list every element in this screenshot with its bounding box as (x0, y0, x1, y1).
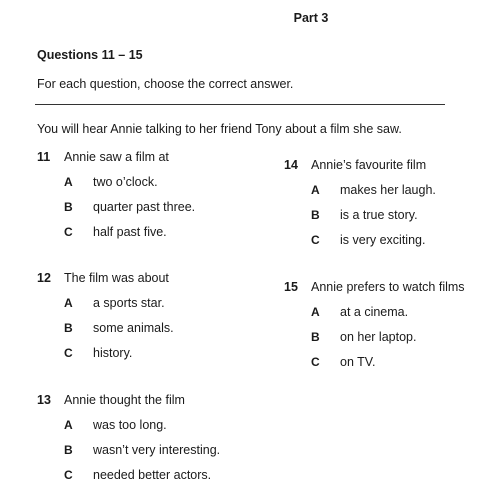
option-letter: C (311, 233, 320, 247)
intro-text: You will hear Annie talking to her friend Tony about a film she saw. (37, 122, 402, 136)
option-text: history. (93, 346, 133, 360)
option-text: is very exciting. (340, 233, 426, 247)
question-text: Annie thought the film (64, 393, 185, 407)
option-letter: A (311, 183, 320, 197)
option-letter: B (64, 443, 73, 457)
option-text: at a cinema. (340, 305, 409, 319)
option-letter: C (311, 355, 320, 369)
option-letter: A (311, 305, 320, 319)
option-text: was too long. (93, 418, 167, 432)
section-heading: Questions 11 – 15 (37, 48, 143, 62)
option-letter: C (64, 468, 73, 482)
option-letter: B (311, 330, 320, 344)
option-letter: B (311, 208, 320, 222)
question-text: Annie’s favourite film (311, 158, 427, 172)
option-text: some animals. (93, 321, 174, 335)
question-number: 11 (37, 150, 51, 164)
instruction-text: For each question, choose the correct answer. (37, 77, 294, 91)
option-text: on TV. (340, 355, 376, 369)
option-text: a sports star. (93, 296, 165, 310)
part-title: Part 3 (293, 11, 329, 25)
option-letter: B (64, 321, 73, 335)
question-number: 12 (37, 271, 51, 285)
option-text: makes her laugh. (340, 183, 436, 197)
option-text: wasn’t very interesting. (93, 443, 221, 457)
question-number: 15 (284, 280, 298, 294)
question-number: 13 (37, 393, 51, 407)
question-text: The film was about (64, 271, 169, 285)
question-text: Annie saw a film at (64, 150, 169, 164)
option-text: is a true story. (340, 208, 418, 222)
option-text: two o’clock. (93, 175, 158, 189)
question-number: 14 (284, 158, 298, 172)
option-text: quarter past three. (93, 200, 196, 214)
option-letter: A (64, 175, 73, 189)
option-letter: C (64, 225, 73, 239)
option-letter: B (64, 200, 73, 214)
option-text: half past five. (93, 225, 167, 239)
option-letter: C (64, 346, 73, 360)
option-text: needed better actors. (93, 468, 212, 482)
divider (35, 104, 445, 105)
option-letter: A (64, 296, 73, 310)
option-text: on her laptop. (340, 330, 417, 344)
option-letter: A (64, 418, 73, 432)
question-text: Annie prefers to watch films (311, 280, 465, 294)
